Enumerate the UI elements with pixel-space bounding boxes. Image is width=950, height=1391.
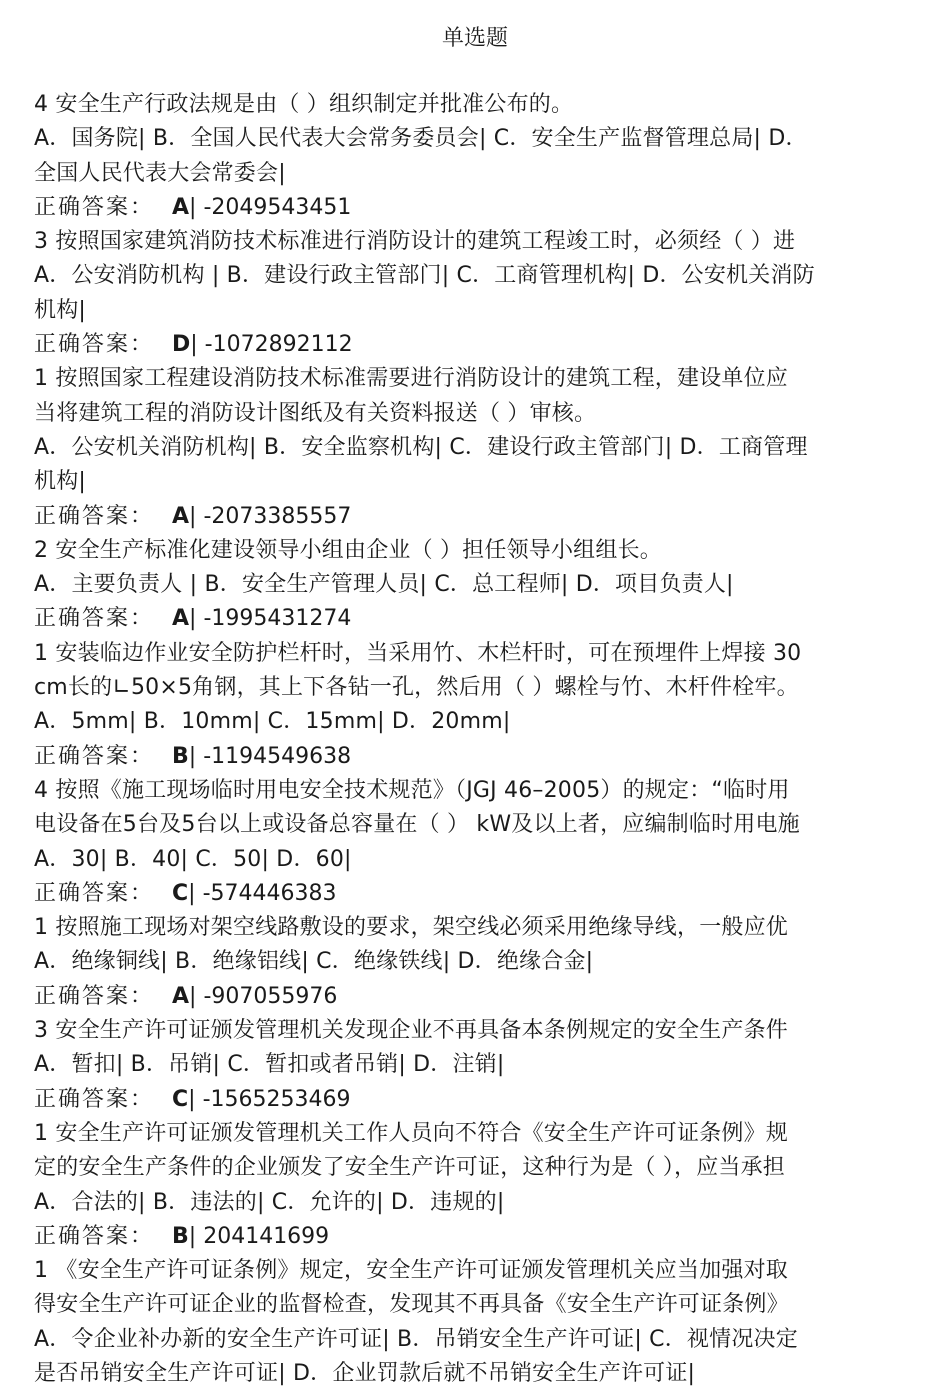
answer-label: 正确答案： — [34, 606, 155, 632]
answer-line — [34, 500, 914, 534]
question-text-line: 机构| — [34, 469, 87, 495]
question-stem: 1 安装临边作业安全防护栏杆时，当采用竹、木栏杆时，可在预埋件上焊接 30 — [34, 640, 802, 666]
question-list — [34, 88, 914, 1391]
question-stem: 1 安全生产许可证颁发管理机关工作人员向不符合《安全生产许可证条例》规 — [34, 1120, 788, 1146]
question-item — [34, 1014, 914, 1117]
answer-letter: A — [172, 503, 190, 529]
question-stem: 1 按照国家工程建设消防技术标准需要进行消防设计的建筑工程，建设单位应 — [34, 366, 788, 392]
answer-code: | -2049543451 — [189, 194, 352, 220]
question-stem: 4 按照《施工现场临时用电安全技术规范》（JGJ 46–2005）的规定：“临时用 — [34, 777, 790, 803]
answer-code: | -1194549638 — [188, 743, 352, 769]
question-item — [34, 911, 914, 1014]
answer-line — [34, 1220, 914, 1254]
answer-label: 正确答案： — [34, 503, 155, 529]
question-stem: 1 按照施工现场对架空线路敷设的要求，架空线必须采用绝缘导线，一般应优 — [34, 915, 788, 941]
question-text-line: A．绝缘铜线| B．绝缘铝线| C．绝缘铁线| D．绝缘合金| — [34, 949, 594, 975]
answer-label: 正确答案： — [34, 983, 155, 1009]
answer-code: | -907055976 — [189, 983, 338, 1009]
answer-letter: C — [172, 880, 189, 906]
question-text-line: A．主要负责人 | B．安全生产管理人员| C．总工程师| D．项目负责人| — [34, 572, 734, 598]
answer-code: | 204141699 — [188, 1223, 330, 1249]
question-item — [34, 637, 914, 774]
question-text-line: A．公安消防机构 | B．建设行政主管部门| C．工商管理机构| D．公安机关消防 — [34, 263, 815, 289]
question-item — [34, 362, 914, 533]
question-text-line: 定的安全生产条件的企业颁发了安全生产许可证，这种行为是（ ），应当承担 — [34, 1155, 785, 1181]
answer-label: 正确答案： — [34, 880, 155, 906]
answer-letter: A — [172, 606, 190, 632]
answer-code: | -1995431274 — [189, 606, 352, 632]
answer-code: | -574446383 — [188, 880, 337, 906]
question-item — [34, 1254, 914, 1391]
answer-line — [34, 328, 914, 362]
question-text-line: 是否吊销安全生产许可证| D．企业罚款后就不吊销安全生产许可证| — [34, 1360, 696, 1386]
answer-code: | -1072892112 — [190, 332, 353, 358]
answer-letter: A — [172, 983, 190, 1009]
answer-line — [34, 740, 914, 774]
question-item — [34, 225, 914, 362]
question-text-line: A．暂扣| B．吊销| C．暂扣或者吊销| D．注销| — [34, 1052, 505, 1078]
answer-label: 正确答案： — [34, 1086, 155, 1112]
answer-letter: B — [172, 1223, 189, 1249]
answer-label: 正确答案： — [34, 332, 155, 358]
question-text-line: 电设备在5台及5台以上或设备总容量在（ ） kW及以上者，应编制临时用电施 — [34, 812, 800, 838]
question-text-line: 得安全生产许可证企业的监督检查，发现其不再具备《安全生产许可证条例》 — [34, 1292, 789, 1318]
question-item — [34, 1117, 914, 1254]
question-text-line: A．合法的| B．违法的| C．允许的| D．违规的| — [34, 1189, 505, 1215]
question-text-line: 机构| — [34, 297, 87, 323]
answer-label: 正确答案： — [34, 194, 155, 220]
question-text-line: A．国务院| B．全国人民代表大会常务委员会| C．安全生产监督管理总局| D． — [34, 126, 808, 152]
question-item — [34, 88, 914, 225]
page-title: 单选题 — [441, 26, 508, 51]
answer-letter: D — [172, 332, 191, 358]
question-text-line: cm长的∟50×5角钢，其上下各钻一孔，然后用（ ）螺栓与竹、木杆件栓牢。 — [34, 675, 799, 701]
question-text-line: A．公安机关消防机构| B．安全监察机构| C．建设行政主管部门| D．工商管理 — [34, 434, 808, 460]
answer-line — [34, 1083, 914, 1117]
answer-line — [34, 877, 914, 911]
question-text-line: 全国人民代表大会常委会| — [34, 160, 286, 186]
answer-letter: B — [172, 743, 189, 769]
answer-label: 正确答案： — [34, 1223, 155, 1249]
question-text-line: A．令企业补办新的安全生产许可证| B．吊销安全生产许可证| C．视情况决定 — [34, 1326, 798, 1352]
answer-line — [34, 980, 914, 1014]
question-text-line: A．5mm| B．10mm| C．15mm| D．20mm| — [34, 709, 511, 735]
question-item — [34, 774, 914, 911]
question-text-line: A．30| B．40| C．50| D．60| — [34, 846, 352, 872]
answer-letter: C — [172, 1086, 189, 1112]
answer-line — [34, 602, 914, 636]
question-stem: 3 按照国家建筑消防技术标准进行消防设计的建筑工程竣工时，必须经（ ）进 — [34, 229, 796, 255]
answer-line — [34, 191, 914, 225]
question-text-line: 当将建筑工程的消防设计图纸及有关资料报送（ ）审核。 — [34, 400, 597, 426]
question-stem: 1 《安全生产许可证条例》规定，安全生产许可证颁发管理机关应当加强对取 — [34, 1258, 788, 1284]
question-stem: 2 安全生产标准化建设领导小组由企业（ ）担任领导小组组长。 — [34, 537, 662, 563]
answer-code: | -1565253469 — [188, 1086, 351, 1112]
question-stem: 4 安全生产行政法规是由（ ）组织制定并批准公布的。 — [34, 92, 574, 117]
question-item — [34, 534, 914, 637]
answer-code: | -2073385557 — [189, 503, 352, 529]
question-stem: 3 安全生产许可证颁发管理机关发现企业不再具备本条例规定的安全生产条件 — [34, 1018, 788, 1044]
answer-letter: A — [172, 194, 190, 220]
answer-label: 正确答案： — [34, 743, 155, 769]
